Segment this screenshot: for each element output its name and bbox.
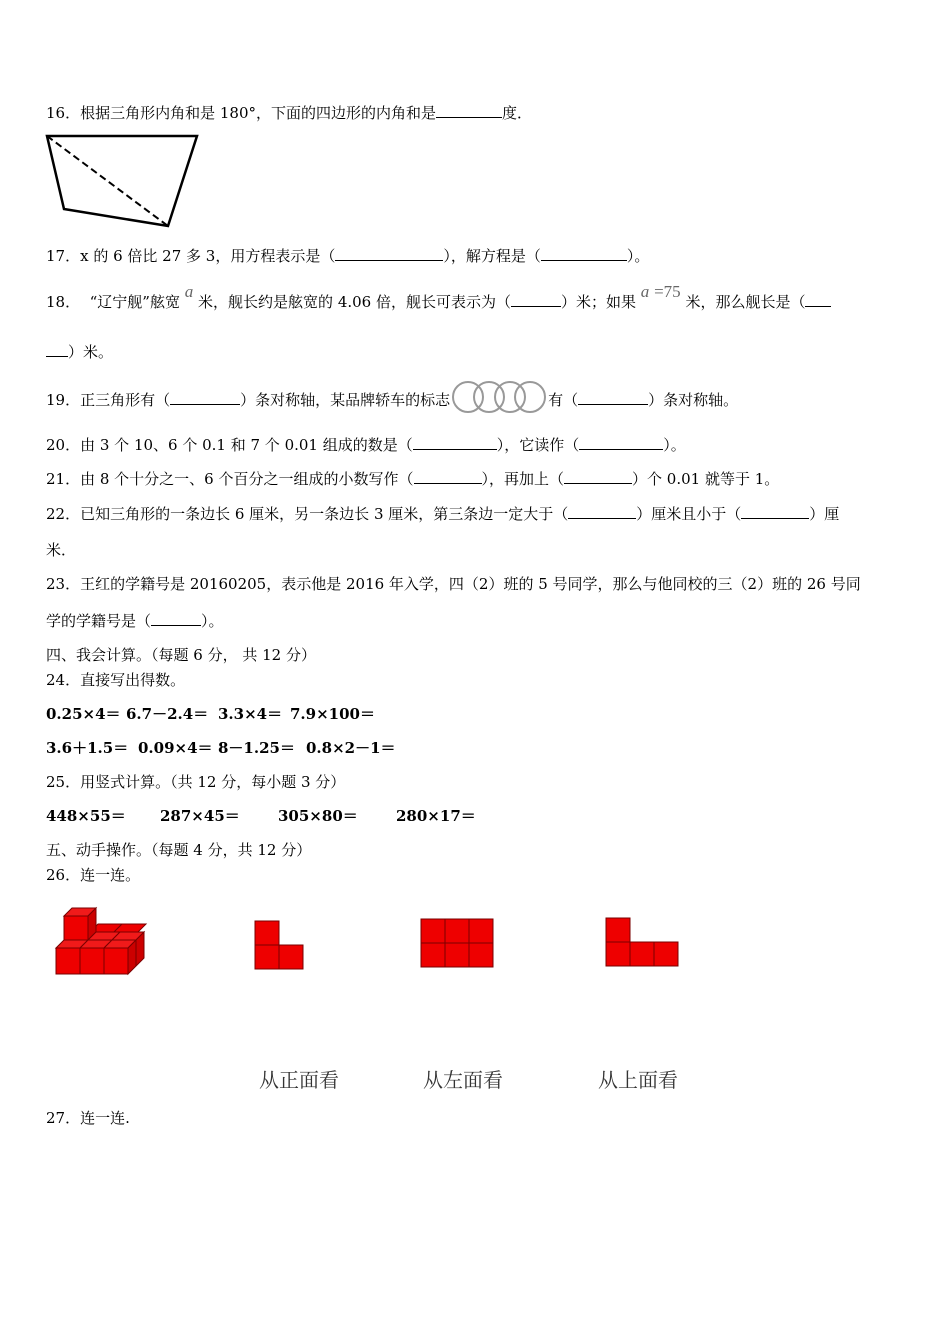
question-number: 18． [46, 293, 81, 311]
calc-item: 448×55＝ [46, 807, 126, 825]
question-number: 19． [46, 391, 81, 409]
answer-blank[interactable] [579, 435, 663, 450]
question-number: 21． [46, 470, 81, 488]
question-text: 学的学籍号是（ [46, 612, 152, 630]
calc-item: 305×80＝ [278, 807, 358, 825]
q24-row-2 [46, 738, 396, 758]
calc-item: 0.25×4＝ [46, 705, 121, 723]
question-text: 由 8 个十分之一、6 个百分之一组成的小数写作（ [80, 470, 414, 488]
question-text: 正三角形有（ [80, 391, 171, 409]
question-number: 23． [46, 575, 81, 593]
q25-row [46, 806, 476, 826]
calc-item: 0.8×2－1＝ [306, 739, 396, 757]
question-text: 王红的学籍号是 20160205，表示他是 2016 年入学，四（2）班的 5 号同学，那么与他同校的三（2）班的 26 号同 [80, 575, 861, 593]
question-number: 17． [46, 247, 81, 265]
answer-blank[interactable] [568, 504, 636, 519]
section-4-title: 四、我会计算。（每题 6 分， 共 12 分） [46, 646, 316, 664]
question-22-cont [46, 540, 76, 560]
calc-item: 6.7－2.4＝ [126, 705, 209, 723]
calc-item: 280×17＝ [396, 807, 476, 825]
calc-item: 3.6＋1.5＝ [46, 739, 129, 757]
front-view-figure [254, 920, 306, 972]
question-text: “辽宁舰”舷宽 [89, 293, 180, 311]
left-view-figure [420, 918, 496, 970]
question-text: ），解方程是（ [443, 247, 541, 265]
question-number: 20． [46, 436, 81, 454]
answer-blank[interactable] [151, 611, 201, 626]
answer-blank[interactable] [541, 246, 627, 261]
variable-value: =75 [654, 282, 681, 301]
question-text: ）厘米且小于（ [636, 505, 742, 523]
calc-item: 0.09×4＝ [138, 739, 213, 757]
answer-blank[interactable] [511, 292, 561, 307]
question-24-title: 24．直接写出得数。 [46, 671, 186, 689]
question-text: ），它读作（ [496, 436, 580, 454]
answer-blank[interactable] [414, 469, 482, 484]
question-text: ），再加上（ [481, 470, 565, 488]
question-text: ）条对称轴，某品牌轿车的标志 [240, 391, 451, 409]
calc-item: 7.9×100＝ [290, 705, 375, 723]
variable-a: a [640, 282, 650, 301]
answer-blank[interactable] [335, 246, 443, 261]
q24-row-1 [46, 704, 375, 724]
calc-item: 287×45＝ [160, 807, 240, 825]
question-text: 米，那么舰长是（ [685, 293, 806, 311]
question-text: ）厘 [809, 505, 840, 523]
question-text: ）。 [201, 612, 224, 630]
question-17 [46, 246, 649, 266]
question-number: 16． [46, 104, 81, 122]
cube-stack-figure [52, 906, 152, 980]
question-text: 有（ [548, 391, 579, 409]
answer-blank[interactable] [805, 292, 831, 307]
top-view-figure [605, 917, 681, 969]
question-text: ）。 [626, 247, 650, 265]
question-text: 米，舰长约是舷宽的 4.06 倍，舰长可表示为（ [198, 293, 511, 311]
question-text: ）条对称轴。 [648, 391, 739, 409]
question-text: x 的 6 倍比 27 多 3，用方程表示是（ [80, 247, 336, 265]
question-22 [46, 504, 839, 524]
question-text: 根据三角形内角和是 180°，下面的四边形的内角和是 [80, 104, 436, 122]
question-23 [46, 574, 861, 594]
question-25-title: 25．用竖式计算。（共 12 分，每小题 3 分） [46, 773, 346, 791]
section-5-title: 五、动手操作。（每题 4 分，共 12 分） [46, 841, 312, 859]
variable-a: a [184, 282, 194, 301]
calc-item: 8－1.25＝ [218, 739, 295, 757]
label-left-view: 从左面看 [423, 1068, 503, 1092]
question-18 [46, 282, 831, 312]
question-text: 已知三角形的一条边长 6 厘米，另一条边长 3 厘米，第三条边一定大于（ [80, 505, 569, 523]
question-18-cont [46, 342, 113, 362]
question-text: ）米。 [68, 343, 114, 361]
question-16 [46, 103, 532, 123]
answer-blank[interactable] [741, 504, 809, 519]
question-21 [46, 469, 779, 489]
question-19 [46, 388, 738, 414]
question-text: 由 3 个 10、6 个 0.1 和 7 个 0.01 组成的数是（ [80, 436, 413, 454]
question-23-cont [46, 611, 224, 631]
question-27-title: 27．连一连. [46, 1109, 130, 1127]
calc-item: 3.3×4＝ [218, 705, 283, 723]
answer-blank[interactable] [578, 390, 648, 405]
question-text: ）个 0.01 就等于 1。 [632, 470, 780, 488]
answer-blank[interactable] [413, 435, 497, 450]
answer-blank[interactable] [46, 342, 68, 357]
four-rings-logo-icon [450, 380, 548, 414]
question-text: 度． [502, 104, 533, 122]
answer-blank[interactable] [170, 390, 240, 405]
question-text: ）。 [663, 436, 686, 454]
question-text: 米． [46, 541, 77, 559]
quadrilateral-figure [44, 132, 204, 232]
question-text: ）米；如果 [560, 293, 636, 311]
answer-blank[interactable] [564, 469, 632, 484]
label-front-view: 从正面看 [259, 1068, 339, 1092]
question-number: 22． [46, 505, 81, 523]
question-26-title: 26．连一连。 [46, 866, 141, 884]
label-top-view: 从上面看 [598, 1068, 678, 1092]
answer-blank[interactable] [436, 103, 502, 118]
question-20 [46, 435, 686, 455]
